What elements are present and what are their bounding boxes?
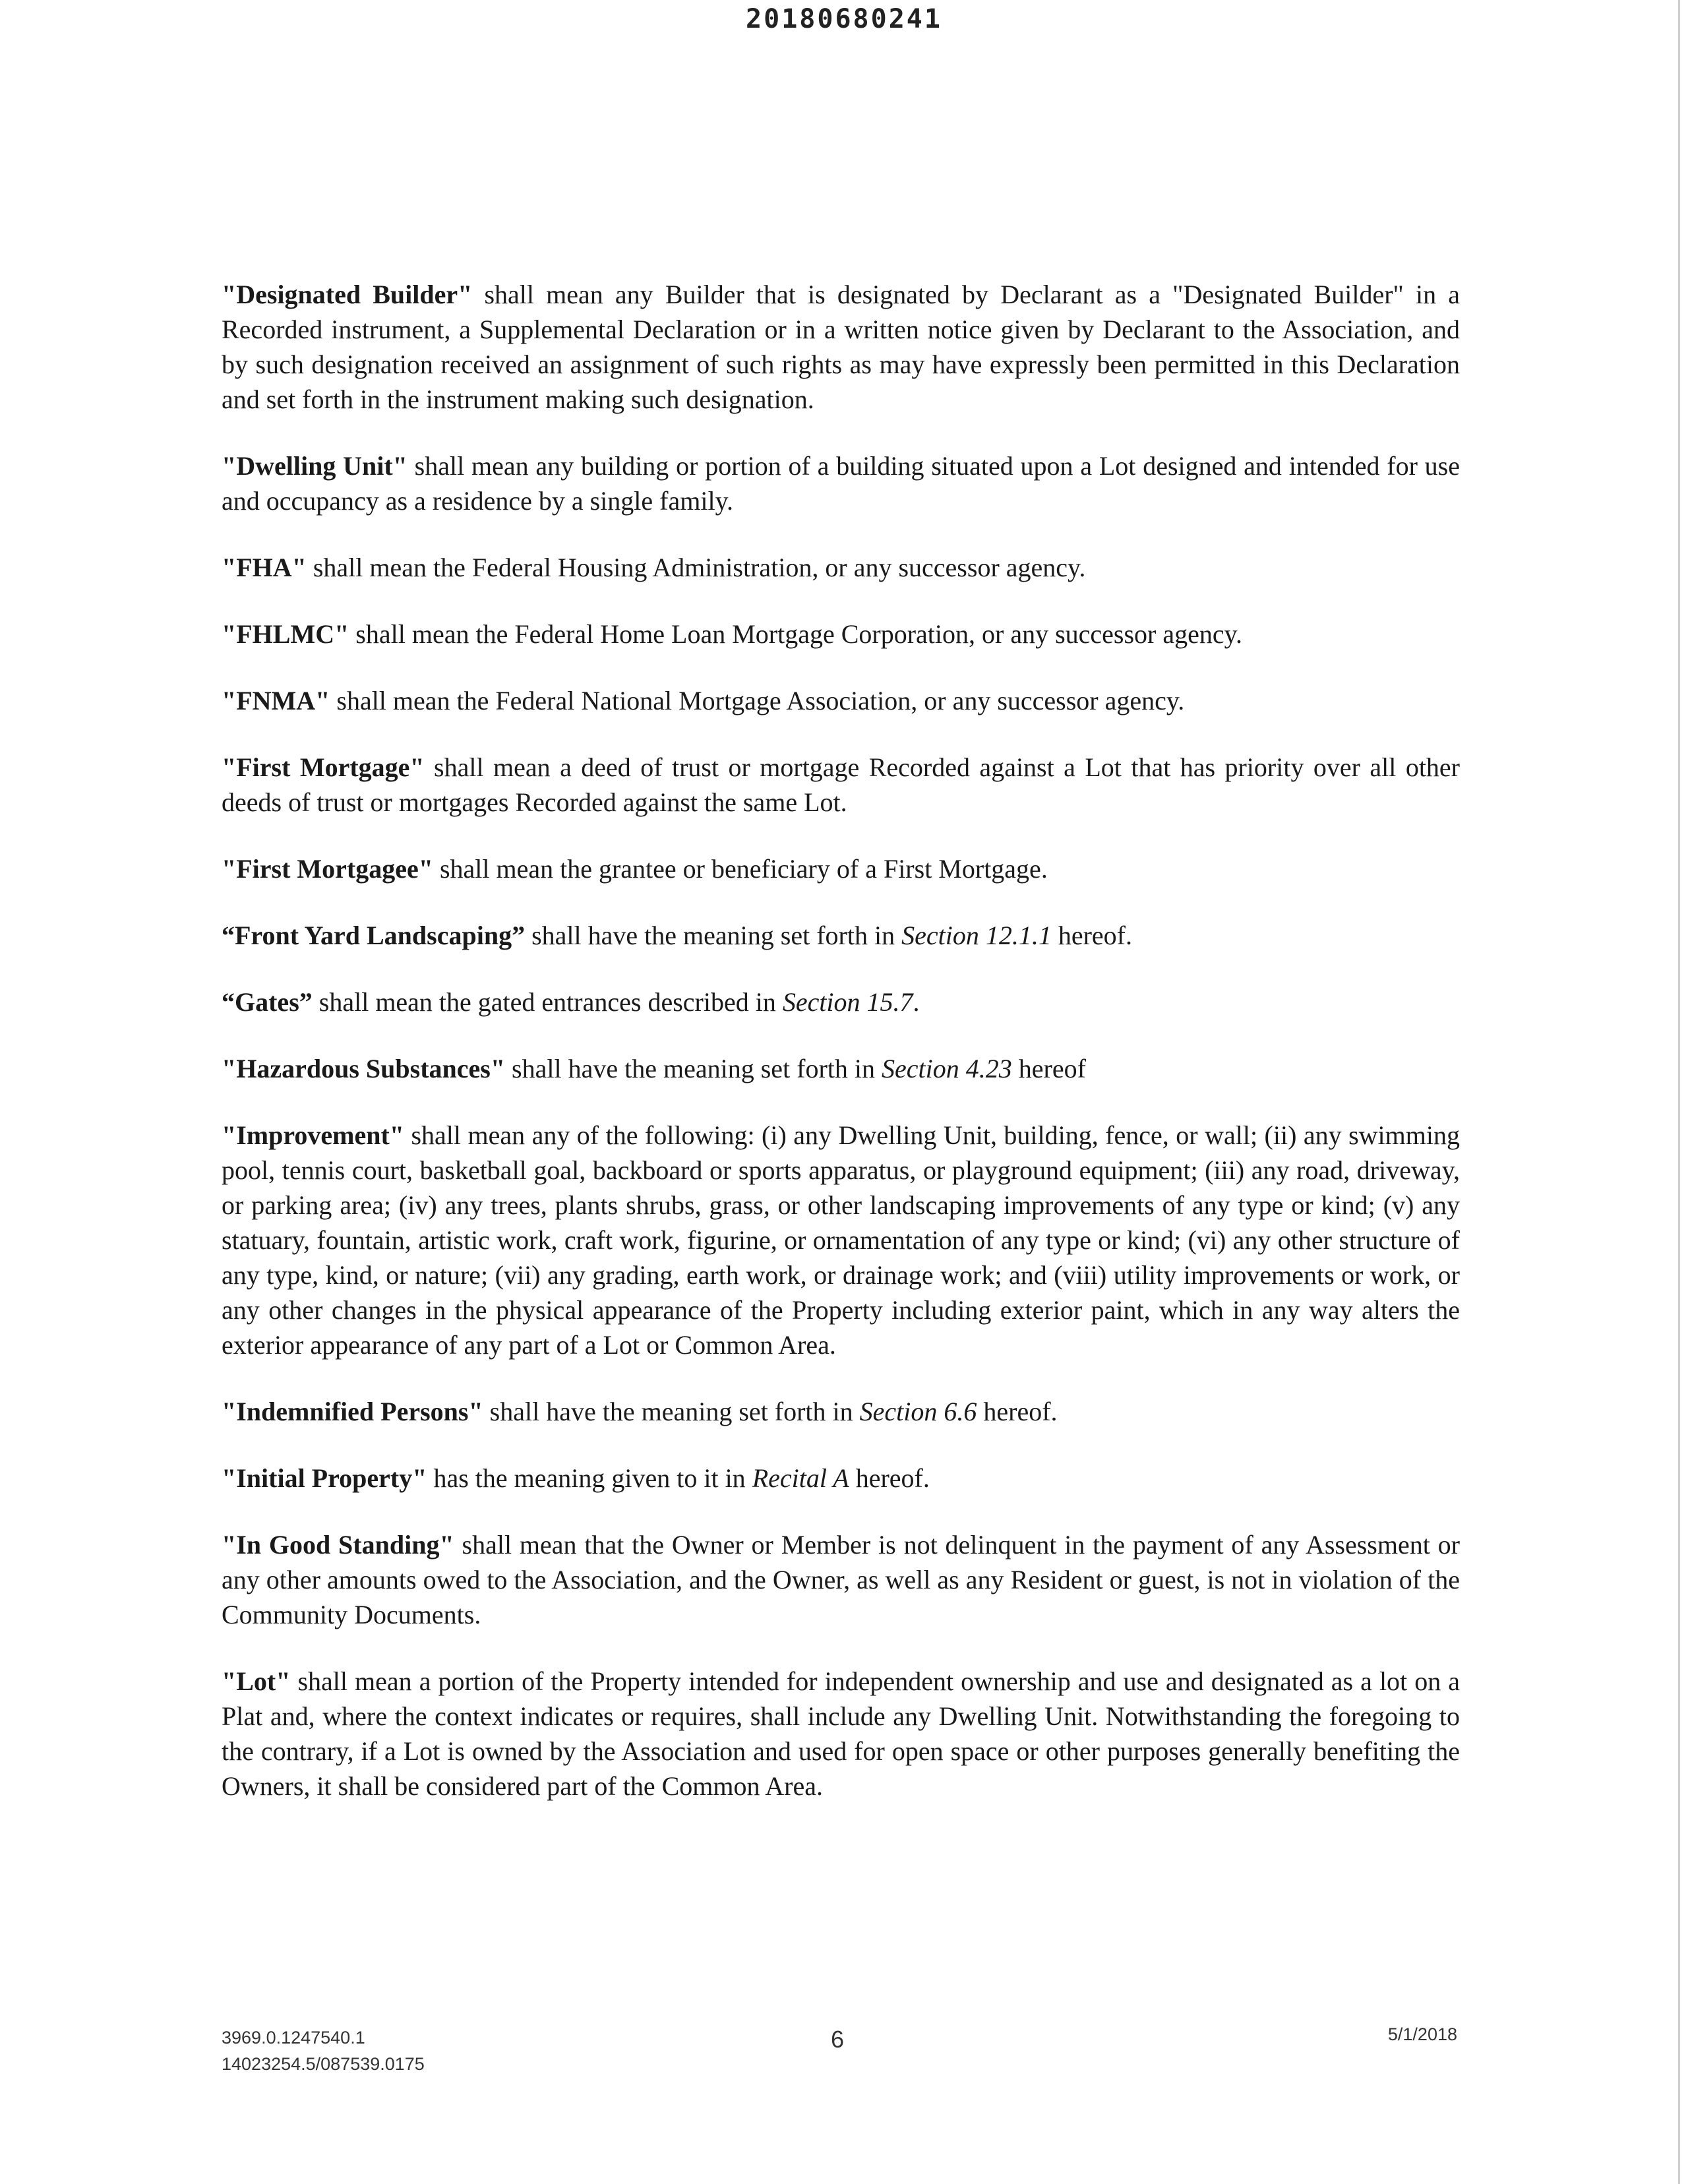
defined-term: "Hazardous Substances" <box>222 1054 506 1083</box>
definition-text: hereof. <box>1051 921 1132 950</box>
definition-paragraph <box>222 918 1460 953</box>
definition-text: shall have the meaning set forth in <box>505 1054 882 1083</box>
defined-term: "Indemnified Persons" <box>222 1397 483 1426</box>
scan-edge-line <box>1678 0 1680 2184</box>
definition-text: shall mean that the Owner or Member is not delinquent in the payment of any Assessment or any other amounts owed to the Association, and the Owner, as well as any Resident or guest, is not in violation of the Community Documents. <box>222 1530 1460 1629</box>
definition-paragraph <box>222 683 1460 718</box>
definition-text: shall mean the grantee or beneficiary of a First Mortgage. <box>433 854 1048 884</box>
definition-paragraph <box>222 277 1460 417</box>
section-reference: Recital A <box>752 1463 849 1493</box>
defined-term: "In Good Standing" <box>222 1530 454 1560</box>
footer-doc-id-1: 3969.0.1247540.1 <box>222 2028 365 2048</box>
defined-term: "Lot" <box>222 1666 291 1696</box>
defined-term: "Initial Property" <box>222 1463 427 1493</box>
definition-text: shall have the meaning set forth in <box>483 1397 860 1426</box>
footer-document-ids <box>222 2024 425 2077</box>
definition-text: shall mean the Federal National Mortgage Association, or any successor agency. <box>330 686 1185 715</box>
defined-term: “Gates” <box>222 987 313 1017</box>
section-reference: Section 15.7 <box>782 987 913 1017</box>
definition-paragraph <box>222 1461 1460 1496</box>
definition-paragraph <box>222 1118 1460 1362</box>
definition-text: hereof <box>1011 1054 1086 1083</box>
definition-text: shall mean the gated entrances described in <box>312 987 783 1017</box>
definition-text: hereof. <box>849 1463 930 1493</box>
defined-term: "First Mortgagee" <box>222 854 433 884</box>
definition-paragraph <box>222 550 1460 585</box>
definition-text: shall mean the Federal Home Loan Mortgage Corporation, or any successor agency. <box>349 619 1243 649</box>
definition-paragraph <box>222 448 1460 518</box>
defined-term: "Dwelling Unit" <box>222 451 407 481</box>
definitions-list <box>222 277 1460 1804</box>
defined-term: “Front Yard Landscaping” <box>222 921 526 950</box>
definition-text: shall mean any building or portion of a building situated upon a Lot designed and intended for use and occupancy as a residence by a single family. <box>222 451 1460 516</box>
page-number: 6 <box>830 2026 845 2053</box>
defined-term: "FHLMC" <box>222 619 349 649</box>
definition-paragraph <box>222 985 1460 1019</box>
definition-text: . <box>913 987 920 1017</box>
definition-text: shall mean a portion of the Property intended for independent ownership and use and designated as a lot on a Plat and, where the context indicates or requires, shall include any Dwelling Unit. Notwithstanding the foregoing to the contrary, if a Lot is owned by the Association and used for open space or other purposes generally benefiting the Owners, it shall be considered part of the Common Area. <box>222 1666 1460 1801</box>
definition-text: shall mean the Federal Housing Administration, or any successor agency. <box>306 553 1086 582</box>
definition-text: shall mean any Builder that is designated by Declarant as a "Designated Builder" in a Recorded instrument, a Supplemental Declaration or in a written notice given by Declarant to the Association, and by such designation received an assignment of such rights as may have expressly been permitted in this Declaration and set forth in the instrument making such designation. <box>222 280 1460 414</box>
defined-term: "FNMA" <box>222 686 330 715</box>
definition-text: shall mean any of the following: (i) any Dwelling Unit, building, fence, or wall; (ii) any swimming pool, tennis court, basketball goal, backboard or sports apparatus, or playground equipment; (iii) any road, driveway, or parking area; (iv) any trees, plants shrubs, grass, or other landscaping improvements of any type or kind; (v) any statuary, fountain, artistic work, craft work, figurine, or ornamentation of any type or kind; (vi) any other structure of any type, kind, or nature; (vii) any grading, earth work, or drainage work; and (viii) utility improvements or work, or any other changes in the physical appearance of the Property including exterior paint, which in any way alters the exterior appearance of any part of a Lot or Common Area. <box>222 1120 1460 1360</box>
footer-date: 5/1/2018 <box>1387 2024 1457 2044</box>
definition-paragraph <box>222 1394 1460 1429</box>
section-reference: Section 4.23 <box>882 1054 1012 1083</box>
definition-paragraph <box>222 1664 1460 1804</box>
defined-term: "Improvement" <box>222 1120 404 1150</box>
definition-paragraph <box>222 1051 1460 1086</box>
definition-text: has the meaning given to it in <box>427 1463 752 1493</box>
definition-paragraph <box>222 1527 1460 1632</box>
definition-paragraph <box>222 851 1460 886</box>
definition-text: hereof. <box>977 1397 1058 1426</box>
section-reference: Section 6.6 <box>859 1397 977 1426</box>
footer-doc-id-2: 14023254.5/087539.0175 <box>222 2054 425 2074</box>
defined-term: "Designated Builder" <box>222 280 473 309</box>
definition-paragraph <box>222 617 1460 652</box>
defined-term: "FHA" <box>222 553 307 582</box>
recording-number: 20180680241 <box>746 4 942 34</box>
definition-text: shall have the meaning set forth in <box>525 921 902 950</box>
definition-paragraph <box>222 750 1460 820</box>
section-reference: Section 12.1.1 <box>901 921 1052 950</box>
defined-term: "First Mortgage" <box>222 752 425 782</box>
definition-text: shall mean a deed of trust or mortgage Recorded against a Lot that has priority over all other deeds of trust or mortgages Recorded against the same Lot. <box>222 752 1461 817</box>
